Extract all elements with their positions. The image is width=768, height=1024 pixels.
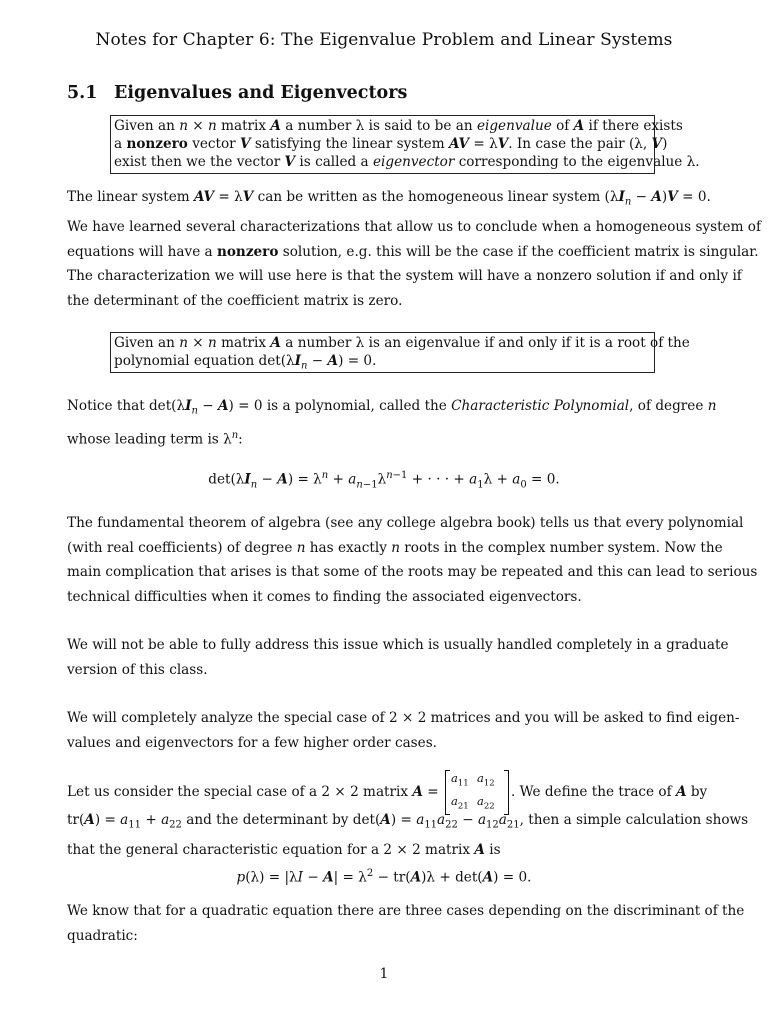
para1-line-1: The linear system AV = λV can be written as the homogeneous linear system $(\lambda I_n - A)V = 0$. [67,189,711,208]
page-title: Notes for Chapter 6: The Eigenvalue Problem and Linear Systems [95,30,673,50]
para5-line-1: We will completely analyze the special case of 2 × 2 matrices and you will be asked to find eigen- [67,710,740,726]
paragraph-discriminant [67,899,745,948]
matrix-a: $a_{11}$ $a_{12}$ $a_{21}$ $a_{22}$ [445,770,509,815]
paragraph-trace-determinant [67,770,749,863]
theorem-box-characteristic [110,332,690,373]
paragraph-graduate-version [67,633,729,682]
para2-line-2: whose leading term is $\lambda^n$: [67,430,243,448]
para2-line-1: Notice that $\det(\lambda I_n - A) = 0$ is a polynomial, called the Characteristic Polynomial, of degree n [67,398,717,417]
box2-line-2: polynomial equation $\det(\lambda I_n - A) = 0$. [114,353,377,372]
para1-line-5: the determinant of the coefficient matrix is zero. [67,292,403,309]
para1-line-2: We have learned several characterizations that allow us to conclude when a homogeneous system of [67,219,762,236]
para6-line-1: Let us consider the special case of a 2 × 2 matrix A = $a_{11}$ $a_{12}$ $a_{21}$ $a_{22}$ . We define the trace of A by [67,770,701,814]
para3-line-4: technical difficulties when it comes to finding the associated eigenvectors. [67,588,582,605]
definition-box-eigenvalue [110,115,700,174]
section-number: 5.1 [67,83,98,103]
para5-line-2: values and eigenvectors for a few higher order cases. [67,734,437,751]
equation-quadratic-characteristic: $p(\lambda) = |\lambda I - A| = \lambda^2 - tr(A)\lambda + \det(A) = 0$. [236,868,532,886]
para4-line-2: version of this class. [67,661,208,678]
box1-line-3: exist then we the vector V is called a eigenvector corresponding to the eigenvalue λ. [114,154,700,170]
para1-line-4: The characterization we will use here is that the system will have a nonzero solution if and only if [67,268,742,285]
para3-line-3: main complication that arises is that some of the roots may be repeated and this can lead to serious [67,564,758,580]
para4-line-1: We will not be able to fully address this issue which is usually handled completely in a graduate [67,637,729,653]
box2-line-1: Given an n × n matrix A a number λ is an eigenvalue if and only if it is a root of the [114,335,690,351]
page-number: 1 [379,966,389,982]
section-title: Eigenvalues and Eigenvectors [114,83,408,103]
paragraph-2x2-analysis [67,706,740,755]
para3-line-2: (with real coefficients) of degree n has exactly n roots in the complex number system. Now the [67,539,723,556]
paragraph-fundamental-theorem [67,511,758,609]
para3-line-1: The fundamental theorem of algebra (see any college algebra book) tells us that every polynomial [67,515,744,531]
box1-line-2: a nonzero vector V satisfying the linear system AV = λV. In case the pair (λ, V) [114,136,668,152]
para7-line-2: quadratic: [67,927,138,944]
equation-characteristic: $\det(\lambda I_n - A) = \lambda^n + a_{n-1}\lambda^{n-1}$ + · · · + $a_1\lambda + a_0 = 0$. [208,470,560,491]
box1-line-1: Given an n × n matrix A a number λ is said to be an eigenvalue of A if there exists [114,118,683,134]
paragraph-homogeneous-system [67,185,762,313]
paragraph-characteristic-polynomial [67,394,717,452]
para6-line-3: that the general characteristic equation for a 2 × 2 matrix A is [67,842,501,859]
para1-line-3: equations will have a nonzero solution, e.g. this will be the case if the coefficient matrix is singular. [67,243,759,260]
section-heading [67,83,407,103]
para6-line-2: $tr(A) = a_{11} + a_{22}$ and the determinant by $\det(A) = a_{11}a_{22} - a_{12}a_{21}$, then a simple calculation shows [67,812,749,831]
para7-line-1: We know that for a quadratic equation there are three cases depending on the discriminant of the [67,903,745,919]
